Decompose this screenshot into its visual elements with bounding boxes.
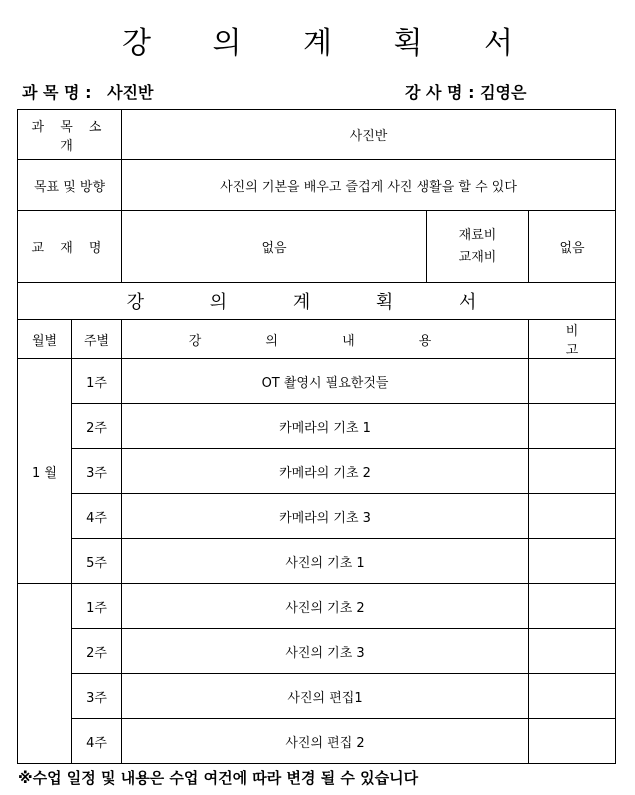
month-cell (18, 584, 72, 764)
content-cell: 카메라의 기초 3 (122, 494, 529, 539)
goal-row (18, 160, 616, 211)
content-cell: 사진의 기초 2 (122, 584, 529, 629)
fee-label (427, 211, 529, 283)
fee-label-textbook: 교재비 (458, 249, 497, 265)
note-cell (529, 359, 616, 404)
week-cell: 1주 (72, 584, 122, 629)
header-week: 주별 (72, 320, 122, 359)
header-content: 강 의 내 용 (122, 320, 529, 359)
note-cell (529, 404, 616, 449)
note-cell (529, 674, 616, 719)
note-cell (529, 719, 616, 764)
week-row (18, 539, 616, 584)
course-info (22, 80, 153, 103)
week-cell: 2주 (72, 404, 122, 449)
note-cell (529, 494, 616, 539)
lecturer-label: 강 사 명 : (405, 83, 475, 102)
intro-row (18, 110, 616, 160)
week-cell: 1주 (72, 359, 122, 404)
goal-label: 목표 및 방향 (18, 160, 122, 211)
course-label: 과 목 명 : (22, 83, 92, 102)
header-month: 월별 (18, 320, 72, 359)
content-cell: 사진의 기초 1 (122, 539, 529, 584)
content-cell: 카메라의 기초 1 (122, 404, 529, 449)
week-cell: 2주 (72, 629, 122, 674)
week-cell: 4주 (72, 719, 122, 764)
textbook-value: 없음 (122, 211, 427, 283)
week-cell: 5주 (72, 539, 122, 584)
document-title: 강 의 계 획 서 (121, 26, 540, 61)
course-name: 사진반 (107, 83, 154, 102)
note-cell (529, 539, 616, 584)
week-cell: 4주 (72, 494, 122, 539)
intro-value: 사진반 (122, 110, 616, 160)
header-note: 비 고 (529, 320, 616, 359)
fee-label-material: 재료비 (458, 227, 497, 243)
plan-title-row (18, 283, 616, 320)
goal-value: 사진의 기본을 배우고 즐겁게 사진 생활을 할 수 있다 (122, 160, 616, 211)
month-cell: 1 월 (18, 359, 72, 584)
week-row (18, 584, 616, 629)
content-cell: 사진의 편집1 (122, 674, 529, 719)
week-cell: 3주 (72, 674, 122, 719)
note-cell (529, 449, 616, 494)
content-cell: OT 촬영시 필요한것들 (122, 359, 529, 404)
lecturer-name: 김영은 (480, 83, 527, 102)
week-row (18, 629, 616, 674)
textbook-label: 교 재 명 (18, 211, 122, 283)
footer-note: ※수업 일정 및 내용은 수업 여건에 따라 변경 될 수 있습니다 (18, 769, 419, 787)
week-row (18, 404, 616, 449)
plan-title: 강 의 계 획 서 (18, 283, 616, 320)
content-cell: 사진의 기초 3 (122, 629, 529, 674)
note-cell (529, 629, 616, 674)
week-row (18, 494, 616, 539)
intro-label: 과 목 소 개 (18, 110, 122, 160)
week-cell: 3주 (72, 449, 122, 494)
content-cell: 사진의 편집 2 (122, 719, 529, 764)
week-row (18, 449, 616, 494)
plan-table (17, 109, 616, 764)
lecturer-info (405, 80, 526, 103)
week-row (18, 719, 616, 764)
week-row (18, 674, 616, 719)
header-row (18, 320, 616, 359)
content-cell: 카메라의 기초 2 (122, 449, 529, 494)
note-cell (529, 584, 616, 629)
week-row (18, 359, 616, 404)
fee-value: 없음 (529, 211, 616, 283)
textbook-row (18, 211, 616, 283)
